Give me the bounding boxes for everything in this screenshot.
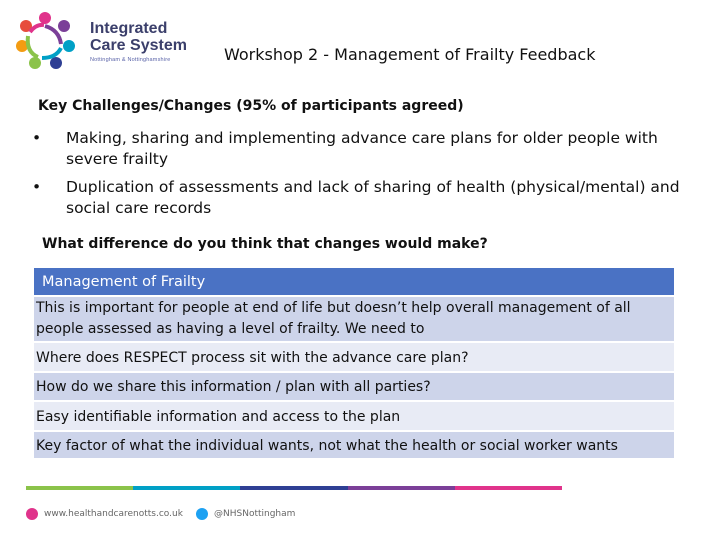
bullet-icon: • [32, 129, 42, 147]
logo-subtitle: Nottingham & Nottinghamshire [90, 57, 171, 63]
table-row: Where does RESPECT process sit with the advance care plan? [34, 343, 674, 373]
footer-website[interactable] [26, 508, 183, 520]
bullet-icon: • [32, 178, 42, 196]
challenge-text: Making, sharing and implementing advance care plans for older people with severe frailty [66, 129, 658, 168]
table-header: Management of Frailty [34, 268, 674, 297]
slide-title: Workshop 2 - Management of Frailty Feedback [224, 45, 596, 64]
twitter-handle[interactable]: @NHSNottingham [214, 509, 296, 519]
twitter-icon [196, 508, 208, 520]
feedback-table [34, 268, 674, 460]
challenges-list [30, 128, 690, 226]
website-link[interactable]: www.healthandcarenotts.co.uk [44, 509, 183, 519]
footer-twitter[interactable] [196, 508, 295, 520]
question-heading: What difference do you think that changes would make? [42, 236, 488, 252]
logo-line1: Integrated [90, 20, 168, 37]
web-icon [26, 508, 38, 520]
footer-color-bar [26, 486, 562, 490]
challenge-text: Duplication of assessments and lack of sharing of health (physical/mental) and social care records [66, 178, 680, 217]
people-circle-logo-icon [14, 10, 76, 72]
logo-line2: Care System [90, 37, 187, 54]
table-row: Easy identifiable information and access to the plan [34, 402, 674, 432]
table-row: Key factor of what the individual wants, not what the health or social worker wants [34, 432, 674, 460]
table-row: This is important for people at end of life but doesn’t help overall management of all people assessed as having a level of frailty. We need to [34, 297, 674, 343]
challenge-item [30, 128, 690, 170]
challenge-item [30, 177, 690, 219]
ics-logo [14, 10, 214, 76]
table-row: How do we share this information / plan with all parties? [34, 373, 674, 402]
challenges-heading: Key Challenges/Changes (95% of participants agreed) [38, 98, 464, 114]
